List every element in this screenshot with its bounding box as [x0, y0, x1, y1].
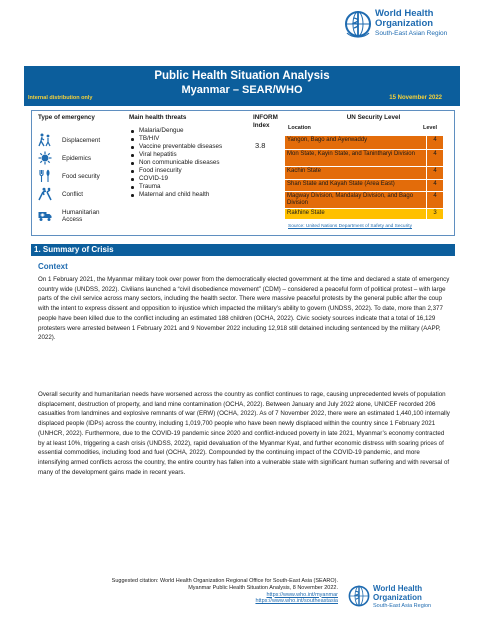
- who-footer-logo: [347, 584, 457, 610]
- security-table: [285, 136, 443, 220]
- security-level: 4: [426, 150, 443, 166]
- context-paragraph-1: On 1 February 2021, the Myanmar military took over power from the democratically elected government at the time and declared a state of emergency country wide (UNDSS, 2022). Civilians launched a “civil disobedience movement” (CDM) – considered a peaceful form of political protest – with large parts of the civil service across many sectors, including the health sector. There were massive peaceful protests by the general public after the coup with the intent to express dissent and opposition to injustice which impacted the military’s ability to govern (UNDSS, 2022). To date, more than 2,377 people have been killed due to the conflict including an estimated 188 children (OCHA, 2022). Civic society sources indicate that a total of 16,129 protesters were arrested between 1 February 2021 and 9 November 2022 including 12,918 still detained including sentenced by the military (AAPP, 2022).: [38, 276, 450, 342]
- threat-item: Vaccine preventable diseases: [129, 143, 222, 151]
- security-row: [285, 209, 443, 220]
- who-region: South-East Asian Region: [375, 30, 448, 37]
- who-name-line2: Organization: [373, 592, 422, 602]
- location-heading: Location: [288, 125, 311, 131]
- emergency-humanitarian-access: [38, 205, 118, 227]
- context-heading: Context: [38, 262, 68, 271]
- who-header-logo: [343, 7, 475, 45]
- security-level: 4: [426, 180, 443, 191]
- security-row: [285, 167, 443, 180]
- who-emblem-icon: [343, 9, 373, 39]
- security-location: Magway Division, Mandalay Division, and Bago Division: [285, 192, 426, 208]
- emergency-epidemics: [38, 151, 118, 169]
- threats-list: [129, 127, 222, 199]
- page-subtitle: Myanmar – SEAR/WHO: [181, 84, 303, 96]
- southeastasia-link[interactable]: https://www.who.int/southeastasia: [255, 598, 338, 605]
- emergency-label: Humanitarian Access: [62, 209, 100, 223]
- displacement-icon: [38, 133, 52, 147]
- security-location: Mon State, Kayin State, and Tanintharyi Division: [285, 150, 426, 166]
- emergency-label: Displacement: [62, 137, 101, 144]
- emergency-label: Epidemics: [62, 155, 92, 162]
- emergency-heading: Type of emergency: [38, 114, 95, 121]
- security-location: Kachin State: [285, 167, 426, 179]
- security-row: [285, 180, 443, 192]
- threat-item: Malaria/Dengue: [129, 127, 222, 135]
- emergency-label: Food security: [62, 173, 100, 180]
- section-heading: 1. Summary of Crisis: [31, 244, 455, 256]
- emergency-food-security: [38, 169, 118, 187]
- inform-heading: INFORM Index: [253, 114, 278, 129]
- security-row: [285, 136, 443, 150]
- level-heading: Level: [423, 125, 438, 131]
- citation-line-1: Suggested citation: World Health Organization Regional Office for South-East Asia (SEARO).: [111, 578, 338, 584]
- who-name-line1: World Health: [373, 584, 423, 593]
- humanitarian-access-icon: [38, 208, 52, 222]
- security-location: Shan State and Kayah State (Area East): [285, 180, 426, 191]
- summary-box: [31, 110, 455, 236]
- threat-item: COVID-19: [129, 175, 222, 183]
- threat-item: Food insecurity: [129, 167, 222, 175]
- threat-item: Maternal and child health: [129, 191, 222, 199]
- inform-value: 3.8: [255, 141, 266, 150]
- emergency-label: Conflict: [62, 191, 83, 198]
- un-security-heading: UN Security Level: [346, 114, 401, 121]
- security-row: [285, 150, 443, 167]
- context-paragraph-2: Overall security and humanitarian needs have worsened across the country as conflict continues to rage, causing unprecedented levels of population displacement, destruction of property, and land mine contamination (OCHA, 2022). Between January and July 2022 alone, UNICEF recorded 206 casualties from landmines and explosive remnants of war (ERW) (OCHA, 2022). As of 7 November 2022, there were an estimated 1,440,100 internally displaced people (IDPs) across the country, including 1,019,700 people who have been newly displaced within the country since 1 February 2021 (UNHCR, 2022). Furthermore, due to the COVID-19 pandemic since 2020 and conflict-induced poverty in late 2021, Myanmar’s economy contracted by at least 10%, triggering a cash crisis (UNDSS, 2022), rapid devaluation of the Myanmar Kyat, and further economic distress with soaring prices of essential commodities, including food and fuel (OCHA, 2022). Compounded by the continuing impact of the COVID-19 pandemic, and more intensifying armed conflicts across the country, the entire country has fallen into a vulnerable state with significant human suffering and with reversal of many of the development gains made in recent years.: [38, 391, 450, 476]
- page-title: Public Health Situation Analysis: [154, 70, 330, 82]
- who-name-line1: World Health: [375, 8, 434, 19]
- citation-footer: [60, 578, 338, 605]
- security-level: 4: [426, 192, 443, 208]
- security-location: Rakhine State: [285, 209, 426, 219]
- who-name-line2: Organization: [375, 18, 434, 29]
- emergency-conflict: [38, 187, 118, 205]
- security-location: Yangon, Bago and Ayerwaddy: [285, 136, 426, 149]
- threat-item: TB/HIV: [129, 135, 222, 143]
- who-emblem-icon: [347, 584, 371, 608]
- emergency-displacement: [38, 133, 118, 151]
- citation-line-2: Myanmar Public Health Situation Analysis, 8 November 2022.: [188, 584, 338, 591]
- threat-item: Trauma: [129, 183, 222, 191]
- food-security-icon: [38, 169, 52, 183]
- report-date: 15 November 2022: [389, 95, 442, 101]
- conflict-icon: [38, 187, 52, 201]
- threat-item: Viral hepatitis: [129, 151, 222, 159]
- who-region: South-East Asia Region: [373, 603, 432, 609]
- security-level: 4: [426, 167, 443, 179]
- security-row: [285, 192, 443, 209]
- myanmar-link[interactable]: https://www.who.int/myanmar: [266, 591, 338, 598]
- threats-heading: Main health threats: [129, 114, 187, 121]
- threat-item: Non communicable diseases: [129, 159, 222, 167]
- distribution-note: Internal distribution only: [28, 95, 93, 101]
- security-level: 4: [426, 136, 443, 149]
- epidemics-icon: [38, 151, 52, 165]
- title-banner: [24, 66, 460, 106]
- source-link[interactable]: Source: United Nations Department of Safety and Security: [288, 224, 412, 229]
- security-level: 3: [426, 209, 443, 219]
